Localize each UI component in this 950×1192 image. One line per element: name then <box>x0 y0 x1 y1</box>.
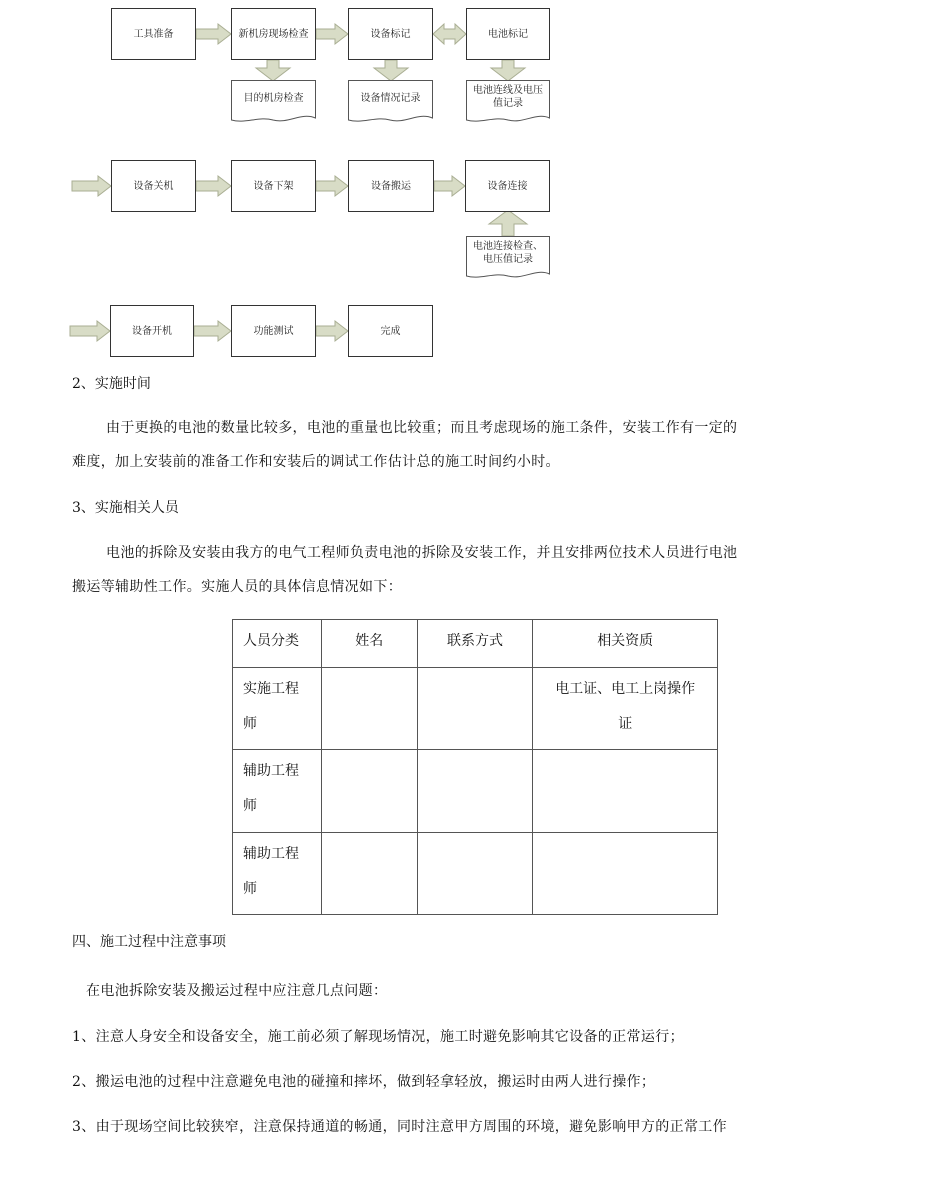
section2-line1: 由于更换的电池的数量比较多，电池的重量也比较重；而且考虑现场的施工条件，安装工作有一定的 <box>106 420 738 436</box>
doc-battery-check-record <box>466 236 550 282</box>
step-device-shutdown: 设备关机 <box>111 160 196 212</box>
name-cell <box>321 668 417 750</box>
arrow-right-icon <box>196 24 231 44</box>
step-device-transport: 设备搬运 <box>348 160 434 212</box>
section4-item-1: 1、注意人身安全和设备安全，施工前必须了解现场情况，施工时避免影响其它设备的正常运行； <box>72 1029 684 1045</box>
header-cell: 姓名 <box>321 620 417 668</box>
arrow-right-icon <box>70 321 110 341</box>
table-row <box>233 750 718 833</box>
role-cell: 辅助工程 师 <box>233 750 322 833</box>
table-row <box>233 668 718 750</box>
contact-cell <box>417 750 533 833</box>
step-device-mark: 设备标记 <box>348 8 433 60</box>
table-row <box>233 833 718 915</box>
section4-item-2: 2、搬运电池的过程中注意避免电池的碰撞和摔坏，做到轻拿轻放，搬运时由两人进行操作； <box>72 1074 656 1090</box>
section3-heading: 3、实施相关人员 <box>72 500 179 516</box>
arrow-right-icon <box>316 321 348 341</box>
contact-cell <box>417 668 533 750</box>
step-new-room-check: 新机房现场检查 <box>231 8 316 60</box>
doc-label-line1: 电池连线及电压 <box>473 85 543 96</box>
section2-line2: 难度，加上安装前的准备工作和安装后的调试工作估计总的施工时间约小时。 <box>72 454 560 470</box>
arrow-up-icon <box>489 210 527 236</box>
section4-item-3: 3、由于现场空间比较狭窄，注意保持通道的畅通，同时注意甲方周围的环境，避免影响甲方的正常工作 <box>72 1119 728 1135</box>
arrow-right-icon <box>434 176 465 196</box>
step-device-poweron: 设备开机 <box>110 305 194 357</box>
qualification-cell <box>533 750 718 833</box>
doc-label-line1: 电池连接检查、 <box>473 241 543 252</box>
arrow-right-icon <box>196 176 231 196</box>
step-done: 完成 <box>348 305 433 357</box>
step-function-test: 功能测试 <box>231 305 316 357</box>
role-cell: 辅助工程 师 <box>233 833 322 915</box>
section4-heading: 四、施工过程中注意事项 <box>72 934 226 950</box>
section3-line2: 搬运等辅助性工作。实施人员的具体信息情况如下： <box>72 579 403 595</box>
doc-battery-wiring-record <box>466 80 550 126</box>
arrow-down-icon <box>491 60 525 81</box>
arrow-right-icon <box>72 176 111 196</box>
doc-label: 目的机房检查 <box>243 93 304 104</box>
section4-intro: 在电池拆除安装及搬运过程中应注意几点问题： <box>86 983 388 999</box>
doc-device-status-record <box>348 80 433 126</box>
section2-heading: 2、实施时间 <box>72 376 151 392</box>
table-header-row <box>233 620 718 668</box>
contact-cell <box>417 833 533 915</box>
arrow-right-icon <box>316 24 348 44</box>
header-cell: 相关资质 <box>533 620 718 668</box>
doc-label-line2: 值记录 <box>493 98 523 109</box>
role-cell: 实施工程 师 <box>233 668 322 750</box>
arrow-right-icon <box>194 321 231 341</box>
arrow-down-icon <box>374 60 408 81</box>
header-cell: 联系方式 <box>417 620 533 668</box>
header-cell: 人员分类 <box>233 620 322 668</box>
name-cell <box>321 833 417 915</box>
arrow-down-icon <box>256 60 290 81</box>
step-tools: 工具准备 <box>111 8 196 60</box>
step-battery-mark: 电池标记 <box>466 8 550 60</box>
doc-label: 设备情况记录 <box>360 93 421 104</box>
step-device-connect: 设备连接 <box>465 160 550 212</box>
qualification-cell: 电工证、电工上岗操作 证 <box>533 668 718 750</box>
arrow-right-icon <box>316 176 348 196</box>
section3-line1: 电池的拆除及安装由我方的电气工程师负责电池的拆除及安装工作，并且安排两位技术人员进行电池 <box>106 545 738 561</box>
arrow-double-icon <box>433 24 466 44</box>
staff-table <box>232 619 718 915</box>
name-cell <box>321 750 417 833</box>
doc-label-line2: 电压值记录 <box>483 254 533 265</box>
qualification-cell <box>533 833 718 915</box>
doc-target-room-check <box>231 80 316 126</box>
step-device-unrack: 设备下架 <box>231 160 316 212</box>
